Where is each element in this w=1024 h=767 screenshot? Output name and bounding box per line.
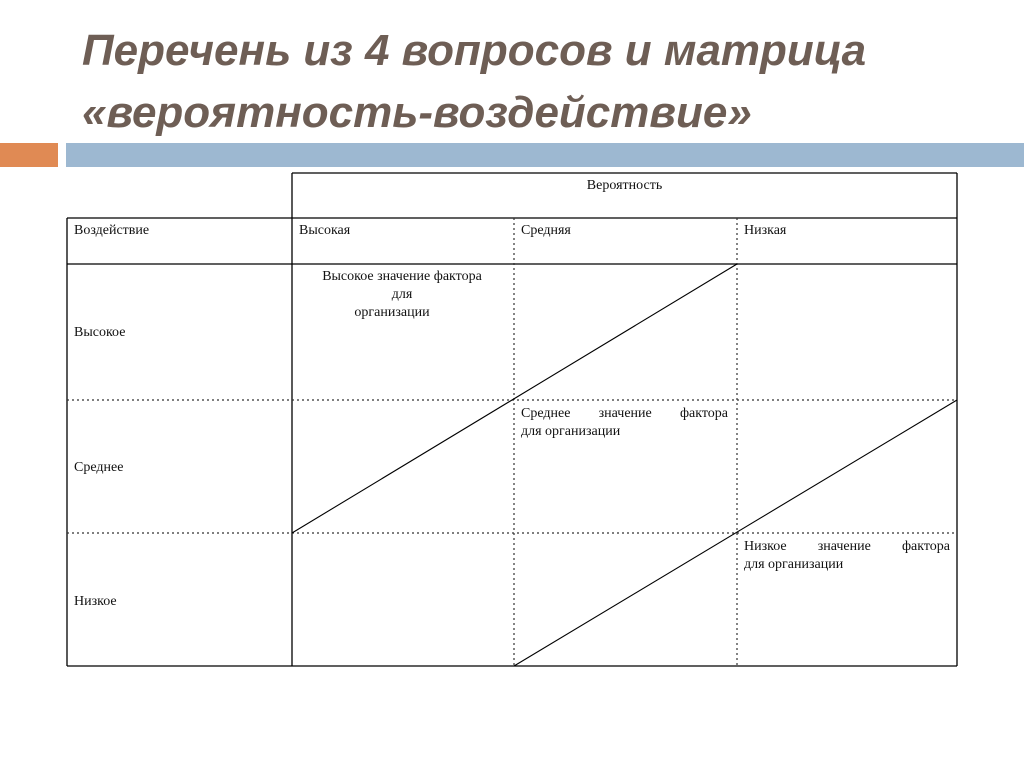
zone-label-high-line-1: Высокое значение фактора	[322, 269, 482, 284]
column-header-medium: Средняя	[521, 223, 571, 238]
zone-label-high-line-2: для	[391, 287, 413, 302]
impact-header: Воздействие	[74, 223, 150, 238]
zone-label-low	[744, 538, 950, 574]
column-header-low: Низкая	[744, 223, 787, 238]
zone-label-high	[298, 268, 506, 322]
zone-label-low-line-1: Низкое значение фактора	[744, 539, 950, 554]
probability-header: Вероятность	[586, 178, 663, 193]
zone-label-medium-line-2: для организации	[521, 424, 621, 439]
slide-title-line-2: «вероятность-воздействие»	[82, 88, 752, 137]
row-label-medium: Среднее	[74, 460, 124, 475]
zone-label-low-line-2: для организации	[744, 557, 844, 572]
column-header-high: Высокая	[299, 223, 351, 238]
slide-title-line-1: Перечень из 4 вопросов и матрица	[82, 26, 867, 75]
zone-label-medium	[521, 405, 728, 441]
zone-label-high-line-3: организации	[354, 305, 430, 320]
row-label-high: Высокое	[74, 325, 126, 340]
row-label-low: Низкое	[74, 594, 117, 609]
zone-label-medium-line-1: Среднее значение фактора	[521, 406, 728, 421]
